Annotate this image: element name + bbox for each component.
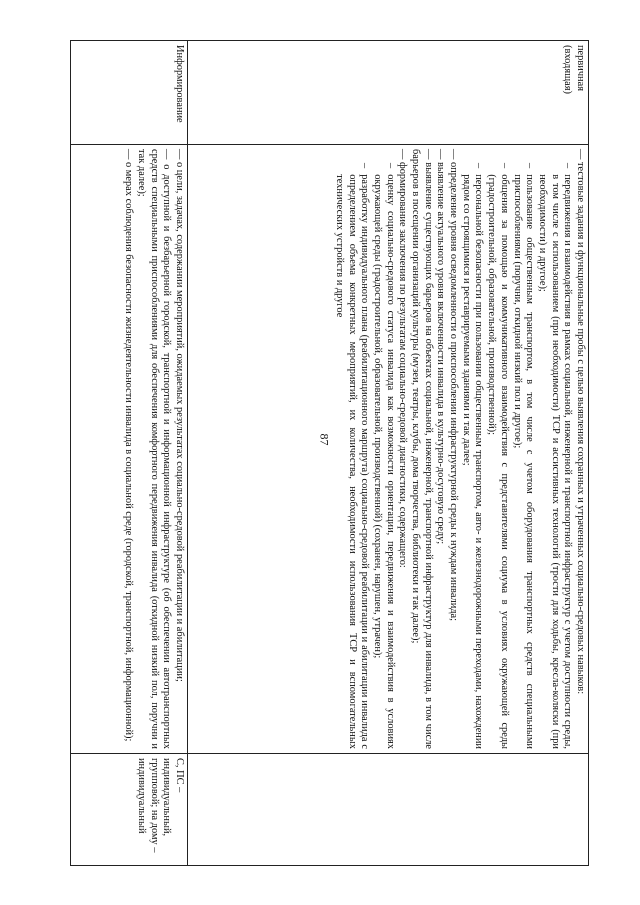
- list-item: — формирование заключения по результатам социально-средовой диагностики, содержащего:: [397, 149, 409, 568]
- list-item: — тестовые задания и функциональные пробы с целью выявления сохранных и утраченных социально-средовых навыков:: [575, 149, 586, 695]
- stage-cell: [71, 41, 188, 145]
- list-item-text: общения за помощью и коммуникативного взаимодействия с представителями социума в условиях окружающей среды (градостроительной, образовательной, производственной);: [486, 174, 510, 749]
- dash-marker: –: [473, 163, 485, 169]
- form-cell: [188, 754, 589, 866]
- table-frame: [70, 40, 589, 866]
- list-item: [332, 163, 370, 749]
- list-item-text: персональной безопасности при пользовании общественным транспортом, авто- и железнодорожными переходами, нахождении рядом со строящимися и реставрируемыми зданиями и так далее;: [460, 174, 485, 749]
- list-item: — выявление существующих барьеров на объектах социальной, инженерной, транспортной инфраструктур для инвалида, в том числе барьеров в посещении организаций культуры (музеи, театры, клубы, дома творчества, библиотеки и так далее);: [410, 149, 434, 749]
- page-number: 87: [317, 433, 332, 446]
- form-cell: [71, 754, 188, 866]
- list-item-text: пользование общественным транспортом, в том числе с учетом оборудования транспортных средств специальными приспособлениями (поручни, откидной низкий пол и другое);: [511, 174, 536, 749]
- content-cell: [71, 145, 188, 754]
- table-row: [71, 41, 188, 866]
- list-item: [485, 163, 510, 749]
- list-item: — о доступной и безбарьерной городской, транспортной и информационной инфраструктуре (об обеспечении автотранспортных средств специальными приспособлениями для обеспечения комфортного передвижения инвалида (откидной низкий пол, поручни и так далее);: [135, 149, 173, 749]
- dash-marker: –: [384, 163, 396, 169]
- list-item: — о мерах соблюдения безопасности жизнедеятельности инвалида в социальной среде (городской, транспортной, информационной);: [123, 149, 135, 742]
- list-item: [370, 163, 395, 749]
- list-item: — о цели, задачах, содержании мероприятий, ожидаемых результатах социально-средовой реабилитации и абилитации;: [174, 149, 185, 682]
- table-row: [188, 41, 589, 866]
- list-item: — определение уровня осведомленности о приспособлении инфраструктурной среды к нуждам инвалида;: [448, 149, 460, 622]
- list-item-text: оценку социально-средового статуса инвалида как возможности ориентации, передвижения и взаимодействия в условиях окружающей среды (градостроительной, образовательной, производственной) (сохранен, нарушен, утрачен);: [372, 174, 396, 749]
- rehabilitation-table: [70, 40, 589, 866]
- rotated-table-container: [70, 40, 589, 866]
- dash-marker: –: [562, 163, 574, 169]
- stage-cell: [188, 41, 589, 145]
- dash-marker: –: [524, 163, 536, 169]
- stage-label: Информирование: [174, 45, 185, 123]
- stage-label: первичная (входящая): [562, 45, 586, 94]
- content-cell: [188, 145, 589, 754]
- list-item: — выявление актуального уровня включенности инвалида в культурно-досуговую среду;: [435, 149, 447, 545]
- form-label: С, ПС – индивидуальный, групповой; на дому – индивидуальный: [135, 758, 185, 853]
- dash-marker: –: [359, 163, 371, 169]
- list-item: [510, 163, 535, 749]
- list-item-text: передвижения и взаимодействия в рамках социальной, инженерной и транспортной инфраструктур с учетом доступности среды, в том числе с использованием (при необходимости) ТСР и ассистивных технологий (трости для ходьбы, кресла-коляски (при необходимости) и другое);: [536, 174, 574, 749]
- list-item: [459, 163, 484, 749]
- list-item-text: разработку индивидуального плана (реабилитационного маршрута) социально-средовой реабилитации и абилитации инвалида с определением объема конкретных мероприятий, их количества, необходимости использования ТСР и вспомогательных технических устройств и другое: [333, 174, 371, 749]
- list-item: [535, 163, 573, 749]
- dash-marker: –: [498, 163, 510, 169]
